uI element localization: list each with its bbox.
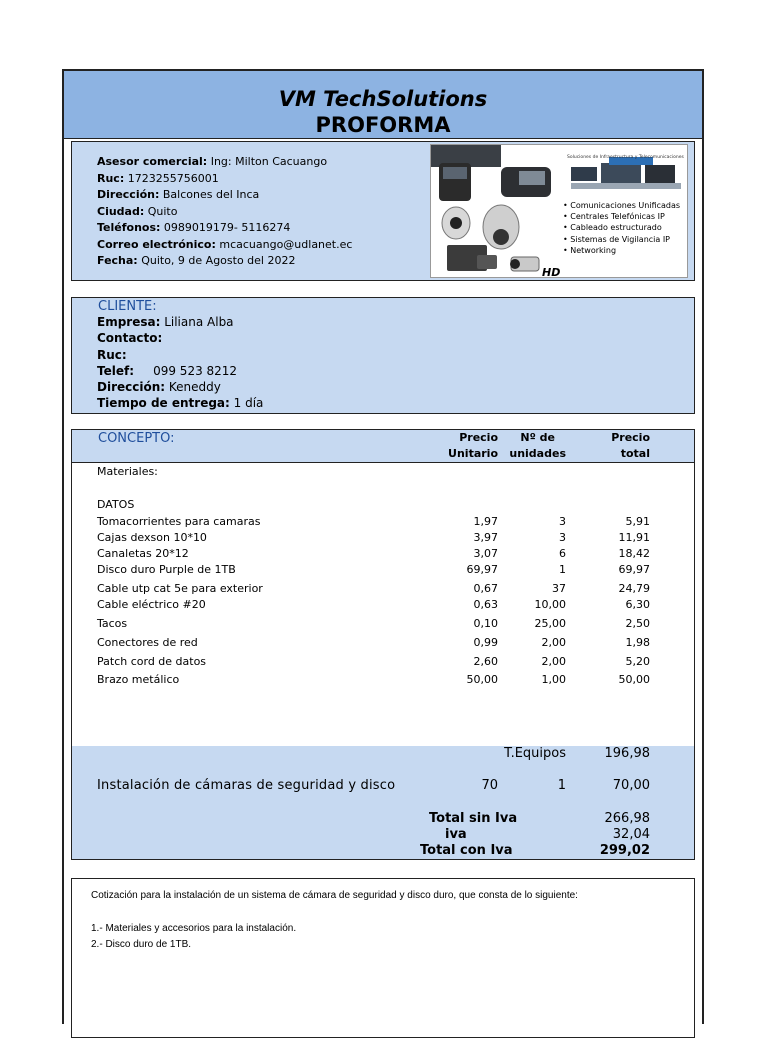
hd-tag: HD: [542, 266, 561, 278]
item-total: 50,00: [618, 673, 650, 686]
item-unit-price: 2,60: [473, 655, 498, 668]
seller-line-email: Correo electrónico: mcacuango@udlanet.ec: [97, 237, 353, 251]
seller-line-city: Ciudad: Quito: [97, 204, 178, 218]
client-info-lines: [97, 314, 263, 412]
item-description: Tomacorrientes para camaras: [97, 515, 261, 528]
table-row: [72, 582, 694, 598]
table-row: [72, 515, 694, 531]
iva-label: iva: [445, 827, 467, 842]
item-total: 24,79: [618, 582, 650, 595]
grand-total-value: 299,02: [599, 843, 650, 858]
column-header-units: Nº de unidades: [509, 431, 566, 460]
client-line-address: Dirección: Keneddy: [97, 380, 221, 395]
item-unit-price: 50,00: [466, 673, 498, 686]
item-description: Cajas dexson 10*10: [97, 531, 207, 544]
item-description: Cable utp cat 5e para exterior: [97, 582, 263, 595]
services-promo-image: [430, 144, 688, 278]
notes-item: 1.- Materiales y accesorios para la instalación.: [91, 923, 297, 934]
item-quantity: 3: [559, 515, 566, 528]
seller-line-address: Dirección: Balcones del Inca: [97, 188, 260, 201]
item-total: 6,30: [625, 598, 650, 611]
concept-table-header: [72, 430, 694, 463]
item-total: 11,91: [618, 531, 650, 544]
item-description: Patch cord de datos: [97, 655, 207, 668]
client-line-phone: Telef: 099 523 8212: [97, 363, 238, 378]
seller-line-phones: Teléfonos: 0989019179- 5116274: [97, 221, 291, 234]
seller-line-advisor: Asesor comercial: Ing: Milton Cacuango: [97, 155, 328, 168]
promo-service-item: • Cableado estructurado: [563, 222, 680, 233]
client-line-delivery: Tiempo de entrega: 1 día: [97, 396, 264, 411]
item-unit-price: 0,67: [473, 582, 498, 595]
datos-section-label: DATOS: [97, 498, 135, 511]
proforma-sheet: [62, 69, 704, 1024]
item-quantity: 6: [559, 547, 566, 560]
item-unit-price: 0,99: [473, 636, 498, 649]
installation-unit-price: 70: [481, 778, 498, 793]
item-description: Conectores de red: [97, 636, 198, 649]
client-line-company: Empresa: Liliana Alba: [97, 315, 234, 329]
item-unit-price: 1,97: [473, 515, 498, 528]
item-quantity: 1: [559, 563, 566, 576]
notes-intro: Cotización para la instalación de un sistema de cámara de seguridad y disco duro, que consta de lo siguiente:: [91, 890, 578, 901]
item-total: 5,20: [625, 655, 650, 668]
column-header-unit-price: Precio Unitario: [448, 431, 498, 460]
concept-table: [71, 429, 695, 860]
item-description: Tacos: [97, 617, 128, 630]
grand-total-label: Total con Iva: [420, 843, 513, 858]
concept-title: CONCEPTO:: [98, 431, 175, 446]
document-header: [64, 71, 702, 139]
table-row: [72, 617, 694, 633]
promo-service-item: • Centrales Telefónicas IP: [563, 211, 680, 222]
client-title: CLIENTE:: [98, 299, 157, 314]
item-unit-price: 0,10: [473, 617, 498, 630]
item-unit-price: 3,07: [473, 547, 498, 560]
item-quantity: 3: [559, 531, 566, 544]
item-description: Cable eléctrico #20: [97, 598, 206, 611]
installation-total: 70,00: [612, 778, 650, 793]
item-total: 2,50: [625, 617, 650, 630]
table-row: [72, 655, 694, 671]
quotation-notes: [71, 878, 695, 1038]
item-total: 5,91: [625, 515, 650, 528]
item-total: 69,97: [618, 563, 650, 576]
promo-service-item: • Networking: [563, 245, 680, 256]
table-row: [72, 547, 694, 563]
materials-label: Materiales:: [97, 465, 158, 478]
client-line-ruc: Ruc:: [97, 347, 127, 362]
promo-service-item: • Sistemas de Vigilancia IP: [563, 234, 680, 245]
table-row: [72, 598, 694, 614]
promo-service-item: • Comunicaciones Unificadas: [563, 200, 680, 211]
company-name: VM TechSolutions: [278, 87, 488, 111]
item-quantity: 10,00: [534, 598, 566, 611]
seller-info-box: [71, 141, 695, 281]
document-title: PROFORMA: [315, 113, 451, 137]
equipment-total-label: T.Equipos: [504, 746, 566, 761]
item-description: Disco duro Purple de 1TB: [97, 563, 236, 576]
equipment-total-value: 196,98: [604, 746, 650, 761]
table-row: [72, 673, 694, 689]
column-header-total: Precio total: [611, 431, 650, 460]
item-unit-price: 0,63: [473, 598, 498, 611]
item-unit-price: 69,97: [466, 563, 498, 576]
client-info-box: [71, 297, 695, 414]
seller-info-lines: [97, 154, 352, 270]
installation-description: Instalación de cámaras de seguridad y disco: [97, 778, 396, 793]
item-unit-price: 3,97: [473, 531, 498, 544]
item-total: 1,98: [625, 636, 650, 649]
seller-line-ruc: Ruc: 1723255756001: [97, 171, 219, 185]
installation-quantity: 1: [557, 778, 566, 793]
table-row: [72, 531, 694, 547]
seller-line-date: Fecha: Quito, 9 de Agosto del 2022: [97, 254, 296, 267]
item-total: 18,42: [618, 547, 650, 560]
subtotal-value: 266,98: [604, 811, 650, 826]
iva-value: 32,04: [612, 827, 650, 842]
subtotal-label: Total sin Iva: [429, 811, 518, 826]
item-quantity: 2,00: [541, 636, 566, 649]
promo-heading: Soluciones de Infraestructura y Telecomunicaciones: [567, 155, 684, 160]
table-row: [72, 563, 694, 579]
totals-summary: [72, 746, 694, 859]
item-quantity: 25,00: [534, 617, 566, 630]
item-description: Canaletas 20*12: [97, 547, 189, 560]
item-quantity: 2,00: [541, 655, 566, 668]
client-line-contact: Contacto:: [97, 331, 163, 346]
notes-item: 2.- Disco duro de 1TB.: [91, 939, 192, 950]
item-description: Brazo metálico: [97, 673, 180, 686]
item-quantity: 1,00: [541, 673, 566, 686]
table-row: [72, 636, 694, 652]
promo-services-list: [563, 200, 680, 256]
item-quantity: 37: [552, 582, 566, 595]
